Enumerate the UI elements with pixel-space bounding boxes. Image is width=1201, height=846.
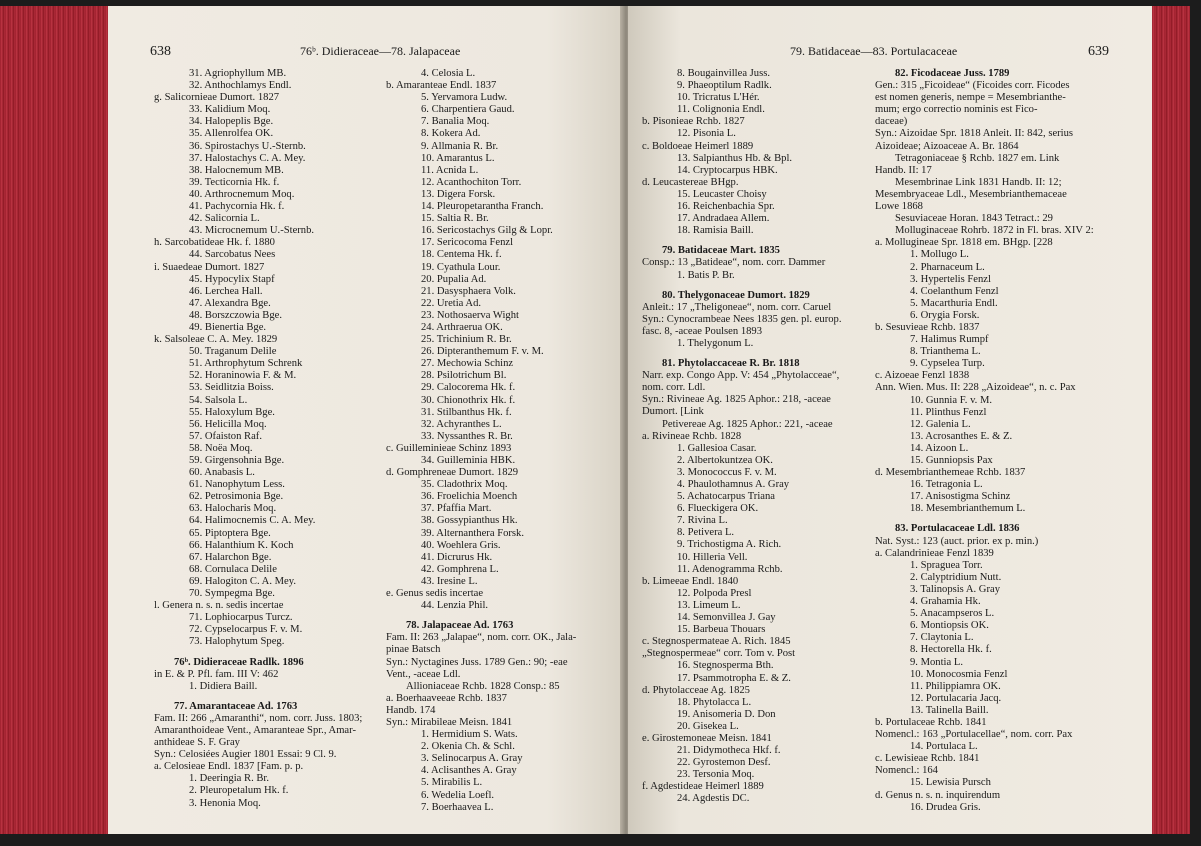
text-line: nom. corr. Ldl. xyxy=(642,382,706,394)
text-line: c. Stegnospermateae A. Rich. 1845 xyxy=(642,636,791,648)
text-line: 10. Hilleria Vell. xyxy=(677,551,748,563)
text-line: 22. Gyrostemon Desf. xyxy=(677,757,771,769)
text-line: 32. Achyranthes L. xyxy=(421,418,502,430)
text-line: Amaranthoideae Vent., Amaranteae Spr., Amar- xyxy=(154,724,356,736)
text-line: 13. Talinella Baill. xyxy=(910,704,989,716)
text-line: 73. Halophytum Speg. xyxy=(189,636,285,648)
text-line: d. Leucastereae BHgp. xyxy=(642,176,739,188)
text-line: Molluginaceae Rohrb. 1872 in Fl. bras. XIV 2: xyxy=(895,225,1094,237)
left-column-2 xyxy=(386,68,624,814)
text-line: 56. Helicilla Moq. xyxy=(189,418,267,430)
text-line: 7. Rivina L. xyxy=(677,515,728,527)
text-line: 8. Hectorella Hk. f. xyxy=(910,644,992,656)
text-line: b. Portulaceae Rchb. 1841 xyxy=(875,716,987,728)
text-line: b. Pisonieae Rchb. 1827 xyxy=(642,116,745,128)
text-line: mum; ergo correctio nominis est Fico- xyxy=(875,104,1038,116)
page-edges-left xyxy=(0,6,110,834)
text-line: 46. Lerchea Hall. xyxy=(189,285,263,297)
text-line: 10. Tricratus L'Hér. xyxy=(677,92,760,104)
text-line: 42. Salicornia L. xyxy=(189,213,260,225)
text-line: 13. Salpianthus Hb. & Bpl. xyxy=(677,152,793,164)
text-line: 35. Cladothrix Moq. xyxy=(421,479,508,491)
right-page-number: 639 xyxy=(1088,44,1109,59)
text-line: 6. Orygia Forsk. xyxy=(910,309,980,321)
text-line: e. Girostemoneae Meisn. 1841 xyxy=(642,732,772,744)
family-heading: 80. Thelygonaceae Dumort. 1829 xyxy=(662,289,810,301)
line-gap xyxy=(875,515,1117,523)
text-line: c. Boldoeae Heimerl 1889 xyxy=(642,140,754,152)
text-line: 3. Selinocarpus A. Gray xyxy=(421,753,523,765)
text-line: 18. Mesembrianthemum L. xyxy=(910,503,1026,515)
text-line: 53. Seidlitzia Boiss. xyxy=(189,382,274,394)
text-line: 14. Semonvillea J. Gay xyxy=(677,612,776,624)
text-line: 14. Aizoon L. xyxy=(910,442,969,454)
text-line: 1. Deeringia R. Br. xyxy=(189,773,270,785)
text-line: 18. Ramisia Baill. xyxy=(677,225,754,237)
text-line: 27. Mechowia Schinz xyxy=(421,358,514,370)
text-line: 33. Nyssanthes R. Br. xyxy=(421,430,513,442)
text-line: 38. Halocnemum MB. xyxy=(189,164,284,176)
text-line: 58. Noëa Moq. xyxy=(189,442,253,454)
text-line: fasc. 8, -aceae Poulsen 1893 xyxy=(642,325,763,337)
text-line: Handb. II: 17 xyxy=(875,164,932,176)
text-line: d. Genus n. s. n. inquirendum xyxy=(875,789,1001,801)
text-line: 3. Talinopsis A. Gray xyxy=(910,583,1000,595)
text-line: 4. Aclisanthes A. Gray xyxy=(421,765,517,777)
text-line: 9. Montia L. xyxy=(910,656,963,668)
text-line: 6. Charpentiera Gaud. xyxy=(421,104,515,116)
text-line: c. Guilleminieae Schinz 1893 xyxy=(386,442,512,454)
text-line: „Stegnospermeae“ corr. Tom v. Post xyxy=(642,648,796,660)
text-line: 14. Pleuropetarantha Franch. xyxy=(421,201,544,213)
text-line: 12. Portulacaria Jacq. xyxy=(910,692,1002,704)
text-line: 65. Piptoptera Bge. xyxy=(189,527,271,539)
text-line: 8. Petivera L. xyxy=(677,527,735,539)
text-line: anthideae S. F. Gray xyxy=(154,737,240,749)
text-line: 5. Mirabilis L. xyxy=(421,777,483,789)
text-line: 33. Kalidium Moq. xyxy=(189,104,271,116)
text-line: 17. Andradaea Allem. xyxy=(677,213,770,225)
text-line: 7. Boerhaavea L. xyxy=(421,801,494,813)
text-line: b. Limeeae Endl. 1840 xyxy=(642,575,739,587)
text-line: 19. Cyathula Lour. xyxy=(421,261,501,273)
text-line: 54. Salsola L. xyxy=(189,394,248,406)
text-line: 44. Sarcobatus Nees xyxy=(189,249,276,261)
text-line: 30. Chionothrix Hk. f. xyxy=(421,394,516,406)
text-line: 61. Nanophytum Less. xyxy=(189,479,285,491)
text-line: Anleit.: 17 „Theligoneae“, nom. corr. Caruel xyxy=(642,301,832,313)
text-line: l. Genera n. s. n. sedis incertae xyxy=(154,600,284,612)
text-line: 6. Flueckigera OK. xyxy=(677,503,759,515)
text-line: 12. Galenia L. xyxy=(910,418,971,430)
text-line: 16. Tetragonia L. xyxy=(910,479,983,491)
text-line: Mesembryaceae Ldl., Mesembrianthemaceae xyxy=(875,188,1067,200)
text-line: 9. Allmania R. Br. xyxy=(421,140,499,152)
text-line: 23. Nothosaerva Wight xyxy=(421,309,519,321)
text-line: Sesuviaceae Horan. 1843 Tetract.: 29 xyxy=(895,213,1053,225)
text-line: 22. Uretia Ad. xyxy=(421,297,482,309)
text-line: 40. Woehlera Gris. xyxy=(421,539,501,551)
text-line: 4. Celosia L. xyxy=(421,68,476,79)
text-line: a. Mollugineae Spr. 1818 em. BHgp. [228 xyxy=(875,237,1053,249)
right-page xyxy=(628,6,1152,834)
text-line: 20. Gisekea L. xyxy=(677,720,739,732)
text-line: 21. Dasysphaera Volk. xyxy=(421,285,516,297)
text-line: Vent., -aceae Ldl. xyxy=(386,668,461,680)
text-line: 5. Yervamora Ludw. xyxy=(421,92,508,104)
text-line: 7. Claytonia L. xyxy=(910,632,974,644)
text-line: 69. Halogiton C. A. Mey. xyxy=(189,575,297,587)
text-line: 71. Lophiocarpus Turcz. xyxy=(189,612,293,624)
text-line: 55. Haloxylum Bge. xyxy=(189,406,275,418)
family-heading: 81. Phytolaccaceae R. Br. 1818 xyxy=(662,358,800,370)
text-line: 7. Halimus Rumpf xyxy=(910,334,989,346)
text-line: 17. Anisostigma Schinz xyxy=(910,491,1011,503)
text-line: 18. Phytolacca L. xyxy=(677,696,752,708)
family-heading: 83. Portulacaceae Ldl. 1836 xyxy=(895,523,1020,535)
text-line: 8. Bougainvillea Juss. xyxy=(677,68,770,79)
text-line: Fam. II: 263 „Jalapae“, nom. corr. OK., Jala- xyxy=(386,632,577,644)
text-line: Nat. Syst.: 123 (auct. prior. ex p. min.) xyxy=(875,535,1039,547)
left-running-head: 76ᵇ. Didieraceae—78. Jalapaceae xyxy=(300,44,461,58)
text-line: a. Boerhaaveeae Rchb. 1837 xyxy=(386,692,507,704)
line-gap xyxy=(642,237,876,245)
text-line: pinae Batsch xyxy=(386,644,441,656)
text-line: 24. Arthraerua OK. xyxy=(421,321,503,333)
text-line: 43. Microcnemum U.-Sternb. xyxy=(189,225,315,237)
text-line: 4. Coelanthum Fenzl xyxy=(910,285,999,297)
text-line: Syn.: Aizoidae Spr. 1818 Anleit. II: 842, serius xyxy=(875,128,1074,140)
text-line: 13. Digera Forsk. xyxy=(421,188,496,200)
text-line: 28. Psilotrichum Bl. xyxy=(421,370,507,382)
text-line: 11. Adenogramma Rchb. xyxy=(677,563,783,575)
text-line: 1. Thelygonum L. xyxy=(677,337,754,349)
text-line: 5. Macarthuria Endl. xyxy=(910,297,998,309)
text-line: 72. Cypselocarpus F. v. M. xyxy=(189,624,303,636)
text-line: 39. Alternanthera Forsk. xyxy=(421,527,524,539)
text-line: Narr. exp. Congo App. V: 454 „Phytolacceae“, xyxy=(642,370,840,382)
text-line: 68. Cornulaca Delile xyxy=(189,563,277,575)
family-heading: 76ᵇ. Didieraceae Radlk. 1896 xyxy=(174,656,304,668)
text-line: 23. Tersonia Moq. xyxy=(677,769,755,781)
text-line: Aizoideae; Aizoaceae A. Br. 1864 xyxy=(875,140,1019,152)
text-line: 11. Plinthus Fenzl xyxy=(910,406,987,418)
text-line: 39. Tecticornia Hk. f. xyxy=(189,176,280,188)
text-line: 12. Pisonia L. xyxy=(677,128,736,140)
text-line: Syn.: Mirabileae Meisn. 1841 xyxy=(386,716,513,728)
text-line: 6. Wedelia Loefl. xyxy=(421,789,495,801)
text-line: 41. Dicrurus Hk. xyxy=(421,551,493,563)
text-line: 12. Polpoda Presl xyxy=(677,587,752,599)
text-line: 9. Phaeoptilum Radlk. xyxy=(677,80,772,92)
text-line: 3. Monococcus F. v. M. xyxy=(677,466,777,478)
text-line: 2. Pleuropetalum Hk. f. xyxy=(189,785,289,797)
text-line: 32. Anthochlamys Endl. xyxy=(189,80,292,92)
text-line: 16. Sericostachys Gilg & Lopr. xyxy=(421,225,553,237)
text-line: Dumort. [Link xyxy=(642,406,704,418)
text-line: 21. Didymotheca Hkf. f. xyxy=(677,745,781,757)
text-line: 10. Monocosmia Fenzl xyxy=(910,668,1008,680)
text-line: 36. Froelichia Moench xyxy=(421,491,518,503)
text-line: 52. Horaninowia F. & M. xyxy=(189,370,297,382)
text-line: 19. Anisomeria D. Don xyxy=(677,708,776,720)
text-line: Gen.: 315 „Ficoideae“ (Ficoides corr. Ficodes xyxy=(875,80,1070,92)
text-line: 36. Spirostachys U.-Sternb. xyxy=(189,140,306,152)
text-line: 48. Borszczowia Bge. xyxy=(189,309,282,321)
text-line: b. Amaranteae Endl. 1837 xyxy=(386,80,497,92)
text-line: 31. Stilbanthus Hk. f. xyxy=(421,406,512,418)
text-line: in E. & P. Pfl. fam. III V: 462 xyxy=(154,668,279,680)
text-line: f. Agdestideae Heimerl 1889 xyxy=(642,781,764,793)
text-line: 47. Alexandra Bge. xyxy=(189,297,271,309)
page-edges-right xyxy=(1150,6,1190,834)
text-line: Syn.: Celosiées Augier 1801 Essai: 9 Cl. 9. xyxy=(154,749,337,761)
text-line: 60. Anabasis L. xyxy=(189,467,255,479)
text-line: 4. Phaulothamnus A. Gray xyxy=(677,479,790,490)
text-line: 10. Gunnia F. v. M. xyxy=(910,394,993,406)
line-gap xyxy=(386,612,624,620)
text-line: 35. Allenrolfea OK. xyxy=(189,128,274,140)
text-line: 8. Kokera Ad. xyxy=(421,128,481,140)
text-line: 8. Trianthema L. xyxy=(910,346,981,358)
text-line: 14. Cryptocarpus HBK. xyxy=(677,164,778,176)
text-line: 20. Pupalia Ad. xyxy=(421,273,487,285)
text-line: 37. Pfaffia Mart. xyxy=(421,503,492,515)
text-line: a. Calandrinieae Fenzl 1839 xyxy=(875,547,994,559)
left-page xyxy=(108,6,625,834)
text-line: Mesembrinae Link 1831 Handb. II: 12; xyxy=(895,176,1062,188)
text-line: 34. Halopeplis Bge. xyxy=(189,116,274,128)
family-heading: 82. Ficodaceae Juss. 1789 xyxy=(895,68,1010,79)
text-line: 24. Agdestis DC. xyxy=(677,793,750,805)
text-line: 45. Hypocylix Stapf xyxy=(189,273,275,285)
text-line: 2. Calyptridium Nutt. xyxy=(910,571,1002,583)
line-gap xyxy=(642,282,876,290)
family-heading: 77. Amarantaceae Ad. 1763 xyxy=(174,700,298,712)
text-line: i. Suaedeae Dumort. 1827 xyxy=(154,261,265,273)
right-running-head: 79. Batidaceae—83. Portulacaceae xyxy=(790,44,958,58)
text-line: e. Genus sedis incertae xyxy=(386,588,484,600)
text-line: Nomencl.: 163 „Portulacellae“, nom. corr. Pax xyxy=(875,729,1073,741)
text-line: Handb. 174 xyxy=(386,704,436,716)
text-line: 2. Okenia Ch. & Schl. xyxy=(421,741,515,753)
text-line: d. Phytolacceae Ag. 1825 xyxy=(642,684,750,696)
text-line: a. Rivineae Rchb. 1828 xyxy=(642,430,742,442)
text-line: 43. Iresine L. xyxy=(421,575,478,587)
text-line: 70. Sympegma Bge. xyxy=(189,588,275,600)
text-line: 42. Gomphrena L. xyxy=(421,563,499,575)
text-line: 9. Cypselea Turp. xyxy=(910,358,985,370)
text-line: 64. Halimocnemis C. A. Mey. xyxy=(189,515,316,527)
text-line: 4. Grahamia Hk. xyxy=(910,596,981,608)
text-line: 15. Lewisia Pursch xyxy=(910,777,991,789)
text-line: 11. Acnida L. xyxy=(421,164,479,176)
text-line: 50. Traganum Delile xyxy=(189,346,277,358)
text-line: 7. Banalia Moq. xyxy=(421,116,490,128)
text-line: c. Lewisieae Rchb. 1841 xyxy=(875,753,980,765)
text-line: d. Gomphreneae Dumort. 1829 xyxy=(386,467,519,479)
line-gap xyxy=(154,693,390,701)
text-line: 17. Sericocoma Fenzl xyxy=(421,237,514,249)
family-heading: 79. Batidaceae Mart. 1835 xyxy=(662,245,780,257)
text-line: 3. Hypertelis Fenzl xyxy=(910,273,991,285)
text-line: 6. Montiopsis OK. xyxy=(910,620,989,632)
text-line: k. Salsoleae C. A. Mey. 1829 xyxy=(154,334,278,346)
text-line: 15. Saltia R. Br. xyxy=(421,213,489,225)
text-line: 1. Didiera Baill. xyxy=(189,680,258,692)
text-line: 16. Drudea Gris. xyxy=(910,801,981,813)
right-column-1 xyxy=(642,68,876,806)
text-line: 11. Colignonia Endl. xyxy=(677,104,765,116)
text-line: g. Salicornieae Dumort. 1827 xyxy=(154,92,280,104)
text-line: 49. Bienertia Bge. xyxy=(189,321,267,333)
text-line: 41. Pachycornia Hk. f. xyxy=(189,201,285,213)
text-line: 1. Mollugo L. xyxy=(910,249,969,261)
text-line: 2. Pharnaceum L. xyxy=(910,261,985,273)
text-line: 1. Spraguea Torr. xyxy=(910,559,983,571)
text-line: 1. Hermidium S. Wats. xyxy=(421,729,518,741)
line-gap xyxy=(154,649,390,657)
text-line: 26. Dipteranthemum F. v. M. xyxy=(421,346,544,358)
text-line: 5. Anacampseros L. xyxy=(910,608,995,620)
text-line: est nomen generis, nempe = Mesembrianthe- xyxy=(875,92,1066,104)
text-line: 17. Psammotropha E. & Z. xyxy=(677,672,791,684)
text-line: 15. Barbeua Thouars xyxy=(677,624,766,636)
line-gap xyxy=(642,350,876,358)
text-line: 1. Batis P. Br. xyxy=(677,269,735,281)
text-line: 38. Gossypianthus Hk. xyxy=(421,515,518,527)
text-line: 59. Girgensohnia Bge. xyxy=(189,455,285,466)
left-page-number: 638 xyxy=(150,44,171,59)
text-line: Tetragoniaceae § Rchb. 1827 em. Link xyxy=(895,152,1060,164)
text-line: 63. Halocharis Moq. xyxy=(189,503,277,515)
text-line: daceae) xyxy=(875,116,908,128)
text-line: 31. Agriophyllum MB. xyxy=(189,68,287,79)
text-line: a. Celosieae Endl. 1837 [Fam. p. p. xyxy=(154,761,304,773)
text-line: 29. Calocorema Hk. f. xyxy=(421,382,516,394)
text-line: Syn.: Cynocrambeae Nees 1835 gen. pl. europ. xyxy=(642,313,842,325)
text-line: b. Sesuvieae Rchb. 1837 xyxy=(875,321,980,333)
text-line: 2. Albertokuntzea OK. xyxy=(677,454,773,466)
text-line: 66. Halanthium K. Koch xyxy=(189,539,294,551)
text-line: Ann. Wien. Mus. II: 228 „Aizoideae“, n. c. Pax xyxy=(875,382,1076,394)
text-line: Fam. II: 266 „Amaranthi“, nom. corr. Juss. 1803; xyxy=(154,712,363,724)
text-line: 62. Petrosimonia Bge. xyxy=(189,491,284,503)
text-line: c. Aizoeae Fenzl 1838 xyxy=(875,370,970,382)
left-column-1 xyxy=(154,68,390,810)
text-line: Allioniaceae Rchb. 1828 Consp.: 85 xyxy=(406,680,560,692)
text-line: d. Mesembrianthemeae Rchb. 1837 xyxy=(875,467,1026,479)
text-line: 40. Arthrocnemum Moq. xyxy=(189,188,295,200)
text-line: 11. Philippiamra OK. xyxy=(910,680,1001,692)
text-line: Lowe 1868 xyxy=(875,201,923,213)
text-line: 5. Achatocarpus Triana xyxy=(677,491,775,503)
text-line: 67. Halarchon Bge. xyxy=(189,551,272,563)
text-line: 1. Gallesioa Casar. xyxy=(677,442,757,454)
text-line: 14. Portulaca L. xyxy=(910,741,978,753)
text-line: 16. Reichenbachia Spr. xyxy=(677,201,775,213)
text-line: Syn.: Nyctagines Juss. 1789 Gen.: 90; -eae xyxy=(386,656,568,668)
text-line: 15. Gunniopsis Pax xyxy=(910,455,993,466)
text-line: 25. Trichinium R. Br. xyxy=(421,334,512,346)
text-line: 13. Limeum L. xyxy=(677,599,741,611)
text-line: Petivereae Ag. 1825 Aphor.: 221, -aceae xyxy=(662,418,833,430)
text-line: Syn.: Rivineae Ag. 1825 Aphor.: 218, -aceae xyxy=(642,394,831,406)
text-line: 44. Lenzia Phil. xyxy=(421,600,489,612)
text-line: 51. Arthrophytum Schrenk xyxy=(189,358,303,370)
text-line: Consp.: 13 „Batideae“, nom. corr. Dammer xyxy=(642,257,826,269)
family-heading: 78. Jalapaceae Ad. 1763 xyxy=(406,620,514,632)
text-line: h. Sarcobatideae Hk. f. 1880 xyxy=(154,237,275,249)
text-line: 57. Ofaiston Raf. xyxy=(189,430,262,442)
text-line: 15. Leucaster Choisy xyxy=(677,188,767,200)
text-line: 13. Acrosanthes E. & Z. xyxy=(910,430,1013,442)
text-line: 10. Amarantus L. xyxy=(421,152,495,164)
text-line: 3. Henonia Moq. xyxy=(189,797,261,809)
text-line: 18. Centema Hk. f. xyxy=(421,249,502,261)
text-line: 16. Stegnosperma Bth. xyxy=(677,660,774,672)
text-line: Nomencl.: 164 xyxy=(875,765,938,777)
text-line: 34. Guilleminia HBK. xyxy=(421,455,516,466)
text-line: 37. Halostachys C. A. Mey. xyxy=(189,152,306,164)
text-line: 12. Acanthochiton Torr. xyxy=(421,176,522,188)
right-column-2 xyxy=(875,68,1117,814)
text-line: 9. Trichostigma A. Rich. xyxy=(677,539,782,551)
